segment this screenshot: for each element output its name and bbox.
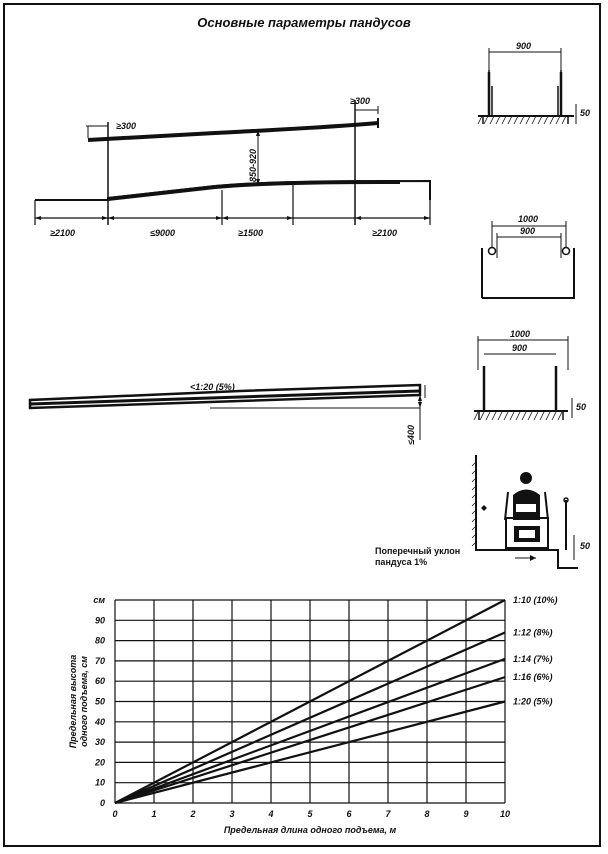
y-tick-label: 0 bbox=[99, 798, 105, 808]
top-right-gap-label: ≥300 bbox=[350, 96, 370, 106]
y-tick-label: 50 bbox=[94, 696, 105, 707]
x-tick-label: 10 bbox=[499, 809, 511, 819]
x-tick-label: 7 bbox=[385, 809, 391, 819]
rail-height-label: 850-920 bbox=[248, 148, 258, 182]
segment-label-2: ≤9000 bbox=[150, 228, 175, 238]
y-tick-label: 80 bbox=[94, 635, 105, 646]
top-left-gap-label: ≥300 bbox=[116, 121, 136, 131]
y-axis-label-line2: одного подъема, см bbox=[79, 656, 89, 747]
x-tick-label: 8 bbox=[424, 809, 430, 819]
cross-slope-note bbox=[375, 546, 460, 568]
x-tick-label: 9 bbox=[463, 809, 469, 819]
section2-outer-label: 1000 bbox=[518, 214, 539, 224]
cross-section-1 bbox=[478, 48, 576, 124]
series-label: 1:12 (8%) bbox=[513, 627, 553, 638]
cross-slope-line-2: пандуса 1% bbox=[375, 557, 428, 567]
section4-curb-label: 50 bbox=[580, 541, 591, 551]
x-tick-label: 2 bbox=[190, 809, 196, 819]
section3-outer-label: 1000 bbox=[510, 329, 531, 339]
ramp-limits-chart bbox=[0, 580, 608, 840]
x-tick-label: 5 bbox=[307, 809, 313, 819]
series-label: 1:14 (7%) bbox=[513, 653, 553, 664]
slope-label: <1:20 (5%) bbox=[190, 382, 235, 392]
section1-width-label: 900 bbox=[516, 41, 532, 51]
section3-curb-label: 50 bbox=[576, 402, 587, 412]
y-tick-label: 60 bbox=[94, 676, 105, 687]
wheelchair-user-icon bbox=[505, 472, 548, 550]
chart-labels bbox=[68, 595, 558, 835]
y-axis-label-line1: Предельная высота bbox=[68, 654, 78, 749]
series-label: 1:10 (10%) bbox=[513, 595, 558, 605]
y-tick-label: 20 bbox=[94, 757, 105, 768]
y-tick-label: 90 bbox=[94, 615, 105, 626]
section2-inner-label: 900 bbox=[520, 226, 536, 236]
max-height-label: ≤400 bbox=[406, 425, 416, 445]
x-tick-label: 1 bbox=[151, 809, 157, 819]
x-tick-label: 6 bbox=[346, 809, 352, 819]
series-label: 1:20 (5%) bbox=[513, 696, 553, 707]
y-unit-label: см bbox=[93, 595, 105, 605]
x-tick-label: 4 bbox=[268, 809, 274, 819]
y-tick-label: 10 bbox=[94, 777, 105, 788]
segment-label-1: ≥2100 bbox=[50, 228, 75, 238]
y-tick-label: 30 bbox=[94, 737, 105, 748]
series-label: 1:16 (6%) bbox=[513, 672, 553, 683]
x-tick-label: 3 bbox=[229, 809, 235, 819]
section3-inner-label: 900 bbox=[512, 343, 528, 353]
y-tick-label: 70 bbox=[94, 655, 105, 666]
segment-label-4: ≥2100 bbox=[372, 228, 397, 238]
x-axis-label: Предельная длина одного подъема, м bbox=[223, 825, 397, 835]
page-title: Основные параметры пандусов bbox=[197, 15, 411, 30]
y-tick-label: 40 bbox=[94, 716, 105, 727]
cross-slope-line-1: Поперечный уклон bbox=[375, 546, 461, 556]
x-tick-label: 0 bbox=[112, 809, 118, 819]
segment-label-3: ≥1500 bbox=[238, 228, 263, 238]
section1-curb-label: 50 bbox=[580, 108, 591, 118]
